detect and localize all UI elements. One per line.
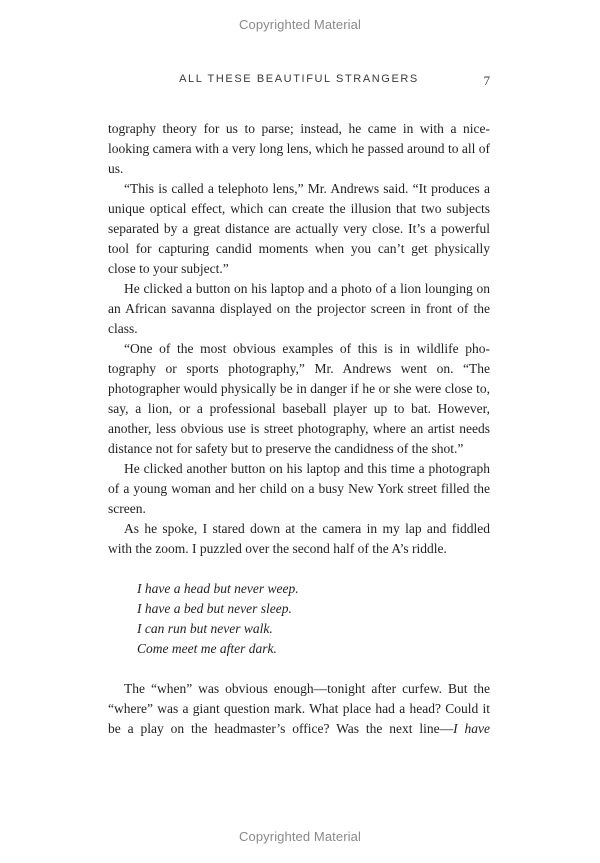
verse-line: I can run but never walk.: [137, 621, 273, 636]
verse-line: I have a head but never weep.: [137, 581, 299, 596]
verse-line: Come meet me after dark.: [137, 641, 277, 656]
closing-paragraph: [108, 679, 490, 739]
paragraph: As he spoke, I stared down at the camera in my lap and fiddled with the zoom. I puzzled over the second half of the A’s riddle.: [108, 521, 490, 556]
riddle-verse: [137, 579, 490, 659]
body-text: [108, 119, 490, 739]
paragraph: “This is called a telephoto lens,” Mr. Andrews said. “It produces a unique optical effect, which can create the illusion that two subjects separated by a great distance are actually very close. It’s a powerful tool for capturing candid moments when you can’t get physically close to your subject.”: [108, 181, 490, 276]
paragraph: He clicked a button on his laptop and a photo of a lion lounging on an African savanna displayed on the projector screen in front of the class.: [108, 281, 490, 336]
paragraph: tography theory for us to parse; instead, he came in with a nice-looking camera with a very long lens, which he passed around to all of us.: [108, 121, 490, 176]
paragraph: “One of the most obvious examples of this is in wildlife photography or sports photography,” Mr. Andrews went on. “The photographer would physically be in danger if he or she were close to, say, a lion, or a professional baseball player up to bat. However, another, less obvious use is street photography, where an artist needs distance not for safety but to preserve the candidness of the shot.”: [108, 341, 490, 456]
closing-italic-tail: I have: [453, 721, 491, 736]
paragraph: He clicked another button on his laptop and this time a photograph of a young woman and her child on a busy New York street filled the screen.: [108, 461, 490, 516]
watermark-top: Copyrighted Material: [239, 17, 361, 32]
closing-text: The “when” was obvious enough—tonight after curfew. But the “where” was a giant question mark. What place had a head? Could it be a play on the headmaster’s office? Was the next line—: [108, 681, 490, 736]
page-number: 7: [483, 73, 490, 88]
watermark-bottom: Copyrighted Material: [239, 829, 361, 844]
verse-line: I have a bed but never sleep.: [137, 601, 292, 616]
book-title-header: ALL THESE BEAUTIFUL STRANGERS: [179, 73, 419, 85]
